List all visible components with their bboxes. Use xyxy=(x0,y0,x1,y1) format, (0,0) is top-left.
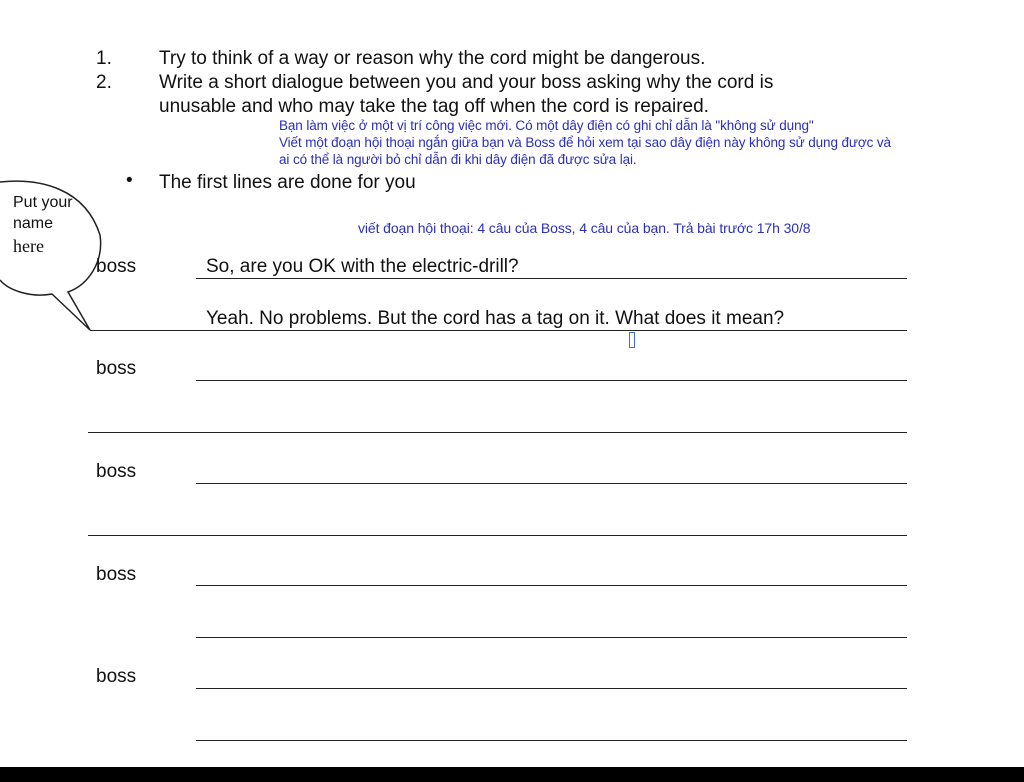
dialogue-line-1: So, are you OK with the electric-drill? xyxy=(206,256,519,277)
instruction-1-text: Try to think of a way or reason why the cord might be dangerous. xyxy=(159,48,706,69)
answer-line[interactable] xyxy=(196,740,907,741)
answer-line[interactable] xyxy=(196,637,907,638)
answer-line[interactable] xyxy=(196,585,907,586)
vietnamese-note-line-2: Viết một đoạn hội thoại ngắn giữa bạn và Boss để hỏi xem tại sao dây điện này không sử dụng được và xyxy=(279,135,891,150)
answer-line[interactable] xyxy=(196,483,907,484)
text-cursor-icon xyxy=(629,332,635,348)
instruction-2-number: 2. xyxy=(96,72,112,93)
speaker-label-boss-2: boss xyxy=(96,358,137,379)
speaker-label-boss-5: boss xyxy=(96,666,137,687)
answer-line[interactable] xyxy=(88,535,907,536)
instruction-2-text: Write a short dialogue between you and your boss asking why the cord is xyxy=(159,72,774,93)
assignment-note: viết đoạn hội thoại: 4 câu của Boss, 4 câu của bạn. Trả bài trước 17h 30/8 xyxy=(358,220,811,236)
dialogue-line-2: Yeah. No problems. But the cord has a tag on it. What does it mean? xyxy=(206,308,785,329)
speaker-label-boss-1: boss xyxy=(96,256,137,277)
instruction-2-continuation: unusable and who may take the tag off when the cord is repaired. xyxy=(159,96,709,117)
answer-line[interactable] xyxy=(88,432,907,433)
bottom-black-bar xyxy=(0,767,1024,782)
vietnamese-note-line-1: Bạn làm việc ở một vị trí công việc mới. Có một dây điện có ghi chỉ dẫn là "không sử dụng" xyxy=(279,118,814,133)
answer-line xyxy=(90,330,907,331)
instruction-1-number: 1. xyxy=(96,48,112,69)
answer-line[interactable] xyxy=(196,688,907,689)
bubble-text-line-3: here xyxy=(13,236,44,256)
bubble-text-line-2: name xyxy=(13,215,54,232)
bullet-text: The first lines are done for you xyxy=(159,172,416,193)
bubble-text-line-1: Put your xyxy=(13,194,73,211)
vietnamese-note-line-3: ai có thể là người bỏ chỉ dẫn đi khi dây điện đã được sửa lại. xyxy=(279,152,637,167)
speaker-label-boss-4: boss xyxy=(96,564,137,585)
answer-line xyxy=(196,278,907,279)
bullet-icon: • xyxy=(126,170,133,191)
answer-line[interactable] xyxy=(196,380,907,381)
speaker-label-boss-3: boss xyxy=(96,461,137,482)
